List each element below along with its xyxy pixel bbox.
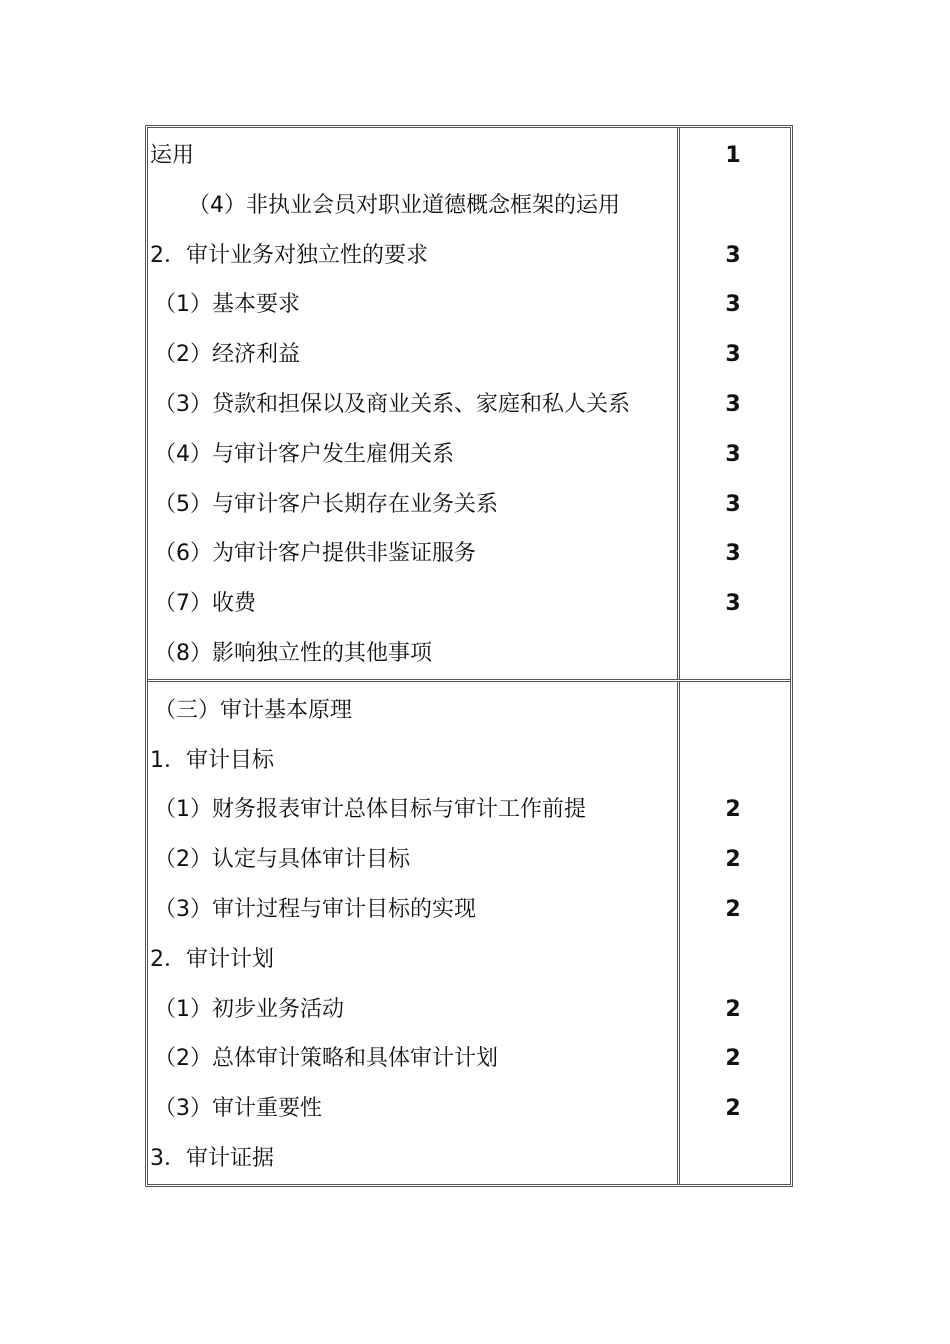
- table-row-text: （3）审计重要性: [154, 1096, 322, 1122]
- table-row-score: 3: [725, 242, 741, 268]
- content-column: [148, 682, 680, 1184]
- table-row-score: 2: [725, 847, 741, 873]
- table-row-score: 2: [725, 797, 741, 823]
- table-row-score: [680, 686, 790, 736]
- table-row-score: 2: [725, 896, 741, 922]
- table-row-score: 3: [725, 441, 741, 467]
- table-row-text: （2）总体审计策略和具体审计计划: [154, 1046, 498, 1072]
- table-row-score: [680, 629, 790, 679]
- table-row-text: （8）影响独立性的其他事项: [154, 640, 432, 666]
- table-row-text: 3．审计证据: [150, 1145, 274, 1171]
- table-row-text: （4）与审计客户发生雇佣关系: [154, 441, 454, 467]
- table-row-score: 3: [725, 541, 741, 567]
- score-column: [680, 128, 790, 679]
- table-row-text: （5）与审计客户长期存在业务关系: [154, 491, 498, 517]
- table-row-text: （7）收费: [154, 591, 256, 617]
- table-row-score: 2: [725, 996, 741, 1022]
- table-row-score: [680, 736, 790, 786]
- table-row-text: （3）审计过程与审计目标的实现: [154, 896, 476, 922]
- table-row-text: 2．审计业务对独立性的要求: [150, 242, 428, 268]
- table-row-score: 2: [725, 1096, 741, 1122]
- table-row-text: （1）财务报表审计总体目标与审计工作前提: [154, 797, 586, 823]
- table-row-score: [680, 935, 790, 985]
- table-row-text: 运用: [150, 143, 195, 168]
- table-row-score: 2: [725, 1046, 741, 1072]
- table-row-text: （3）贷款和担保以及商业关系、家庭和私人关系: [154, 391, 630, 417]
- table-row-text: （1）基本要求: [154, 292, 300, 318]
- table-row-text: （2）经济利益: [154, 342, 300, 368]
- content-column: [148, 128, 680, 679]
- table-row-score: [680, 1134, 790, 1184]
- table-row-text: （4）非执业会员对职业道德概念框架的运用: [188, 192, 620, 218]
- table-row-text: （2）认定与具体审计目标: [154, 847, 410, 873]
- table-row-text: （6）为审计客户提供非鉴证服务: [154, 541, 476, 567]
- table-row-score: [680, 181, 790, 231]
- table-row-text: （三）审计基本原理: [154, 697, 353, 723]
- table-row-score: 3: [725, 391, 741, 417]
- table-row-score: 3: [725, 591, 741, 617]
- syllabus-table: [145, 125, 793, 1187]
- table-row-score: 3: [725, 292, 741, 318]
- table-row-score: 1: [725, 143, 741, 168]
- table-section-2: [148, 682, 790, 1184]
- table-row-score: 3: [725, 342, 741, 368]
- table-row-score: 3: [725, 491, 741, 517]
- score-column: [680, 682, 790, 1184]
- table-section-1: [148, 128, 790, 682]
- table-row-text: （1）初步业务活动: [154, 996, 344, 1022]
- table-row-text: 1．审计目标: [150, 747, 274, 773]
- table-row-text: 2．审计计划: [150, 946, 274, 972]
